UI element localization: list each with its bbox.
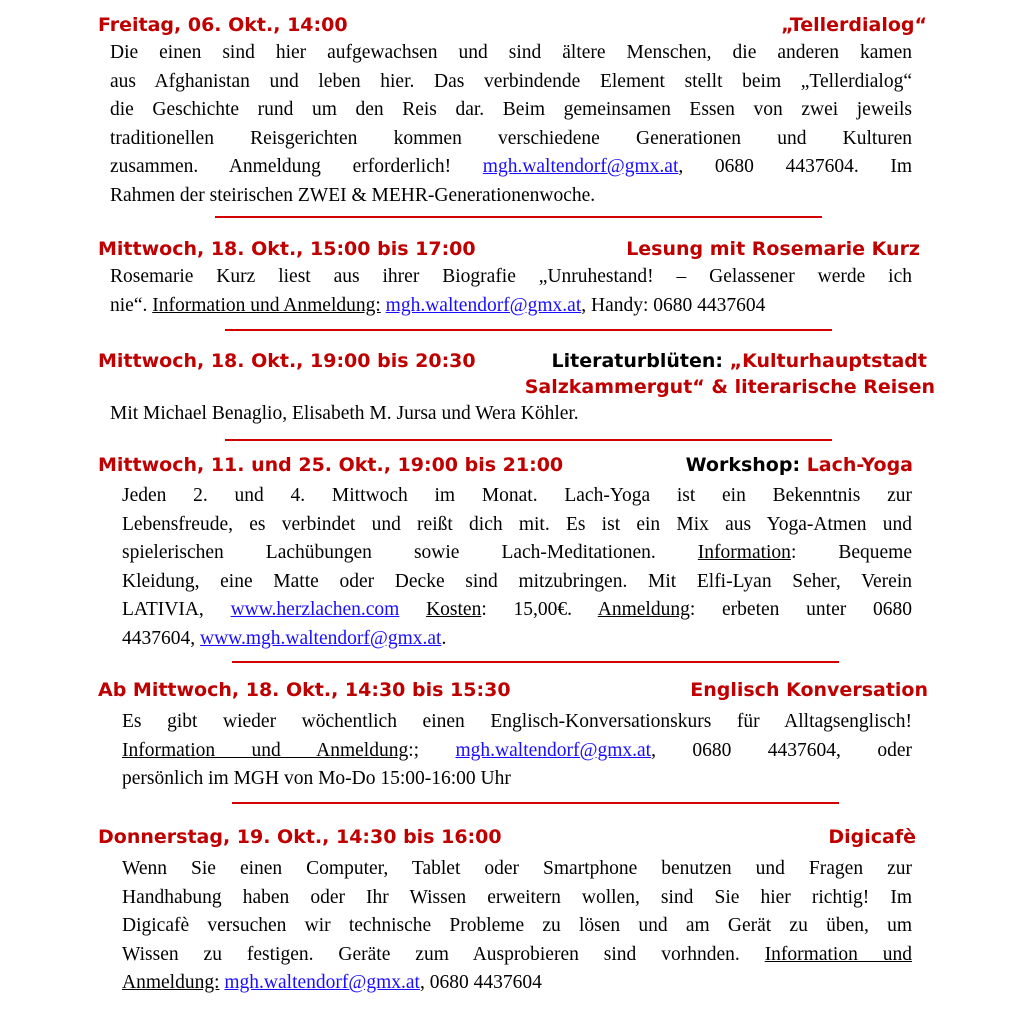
text-line: Jeden 2. und 4. Mittwoch im Monat. Lach-Yoga ist ein Bekenntnis zur	[122, 485, 912, 506]
event-description	[122, 482, 912, 654]
registration-label: Anmeldung:	[122, 972, 220, 994]
email-link[interactable]: mgh.waltendorf@gmx.at	[385, 294, 582, 316]
email-link[interactable]: mgh.waltendorf@gmx.at	[455, 739, 652, 761]
text-line: nie“. Information und Anmeldung: mgh.waltendorf@gmx.at, Handy: 0680 4437604	[110, 294, 766, 316]
text-line: die Geschichte rund um den Reis dar. Beim gemeinsamen Essen von zwei jeweils	[110, 99, 912, 121]
event-description	[110, 39, 912, 211]
text-line: Rosemarie Kurz liest aus ihrer Biografie „Unruhestand! – Gelassener werde ich	[110, 266, 912, 287]
event-date: Ab Mittwoch, 18. Okt., 14:30 bis 15:30	[98, 679, 511, 701]
text-line: spielerischen Lachübungen sowie Lach-Meditationen. Information: Bequeme	[122, 542, 913, 564]
text-line: LATIVIA, www.herzlachen.com Kosten: 15,00€. Anmeldung: erbeten unter 0680	[122, 599, 913, 621]
separator-line	[232, 661, 839, 663]
registration-label: Anmeldung	[597, 599, 690, 621]
separator-line	[232, 802, 839, 804]
text-line: Wissen zu festigen. Geräte zum Ausprobieren sind vorhnden. Information und	[122, 943, 913, 965]
event-title: Lesung mit Rosemarie Kurz	[626, 238, 920, 260]
text-line: 4437604, www.mgh.waltendorf@gmx.at.	[122, 627, 447, 649]
event-title: Literaturblüten: „Kulturhauptstadt	[551, 350, 927, 372]
event-title: Digicafè	[828, 826, 916, 848]
text-line: Es gibt wieder wöchentlich einen Englisch-Konversationskurs für Alltagsenglisch!	[122, 711, 912, 732]
text-line: Lebensfreude, es verbindet und reißt dich mit. Es ist ein Mix aus Yoga-Atmen und	[122, 513, 912, 535]
separator-line	[215, 216, 822, 218]
email-link[interactable]: www.mgh.waltendorf@gmx.at	[200, 627, 442, 649]
event-date: Mittwoch, 18. Okt., 19:00 bis 20:30	[98, 350, 476, 372]
text-line: Anmeldung: mgh.waltendorf@gmx.at, 0680 4437604	[122, 972, 542, 994]
text-line: aus Afghanistan und leben hier. Das verbindende Element stellt beim „Tellerdialog“	[110, 70, 912, 92]
info-label: Information und	[764, 943, 913, 965]
text-line: zusammen. Anmeldung erforderlich! mgh.waltendorf@gmx.at, 0680 4437604. Im	[110, 156, 913, 178]
info-label: Information	[697, 542, 791, 564]
event-date: Mittwoch, 18. Okt., 15:00 bis 17:00	[98, 238, 476, 260]
text-line: Mit Michael Benaglio, Elisabeth M. Jursa und Wera Köhler.	[110, 403, 579, 424]
text-line: Wenn Sie einen Computer, Tablet oder Smartphone benutzen und Fragen zur	[122, 858, 912, 879]
separator-line	[225, 329, 832, 331]
event-title: „Tellerdialog“	[781, 14, 927, 36]
event-description	[110, 400, 912, 429]
cost-label: Kosten	[426, 599, 482, 621]
email-link[interactable]: mgh.waltendorf@gmx.at	[224, 972, 420, 994]
info-label: Information und Anmeldung	[122, 739, 409, 761]
event-date: Donnerstag, 19. Okt., 14:30 bis 16:00	[98, 826, 502, 848]
event-date: Mittwoch, 11. und 25. Okt., 19:00 bis 21:00	[98, 454, 564, 476]
event-description	[122, 708, 912, 794]
text-line: Handhabung haben oder Ihr Wissen erweitern wollen, sind Sie hier richtig! Im	[122, 886, 912, 908]
text-line: Digicafè versuchen wir technische Probleme zu lösen und am Gerät zu üben, um	[122, 915, 912, 937]
event-title: Englisch Konversation	[690, 679, 928, 701]
info-label: Information und Anmeldung:	[152, 294, 381, 316]
email-link[interactable]: mgh.waltendorf@gmx.at	[482, 156, 679, 178]
separator-line	[225, 439, 832, 441]
website-link[interactable]: www.herzlachen.com	[230, 599, 400, 621]
text-line: traditionellen Reisgerichten kommen verschiedene Generationen und Kulturen	[110, 127, 912, 149]
text-line: Information und Anmeldung:; mgh.waltendorf@gmx.at, 0680 4437604, oder	[122, 739, 913, 761]
event-title: Workshop: Lach-Yoga	[685, 454, 913, 476]
text-line: Die einen sind hier aufgewachsen und sind ältere Menschen, die anderen kamen	[110, 42, 912, 63]
event-description	[110, 263, 912, 320]
event-title-continued: Salzkammergut“ & literarische Reisen	[524, 376, 935, 398]
event-date: Freitag, 06. Okt., 14:00	[98, 14, 348, 36]
event-description	[122, 855, 912, 998]
text-line: Kleidung, eine Matte oder Decke sind mitzubringen. Mit Elfi-Lyan Seher, Verein	[122, 570, 912, 592]
text-line: Rahmen der steirischen ZWEI & MEHR-Generationenwoche.	[110, 184, 596, 206]
text-line: persönlich im MGH von Mo-Do 15:00-16:00 Uhr	[122, 768, 511, 790]
